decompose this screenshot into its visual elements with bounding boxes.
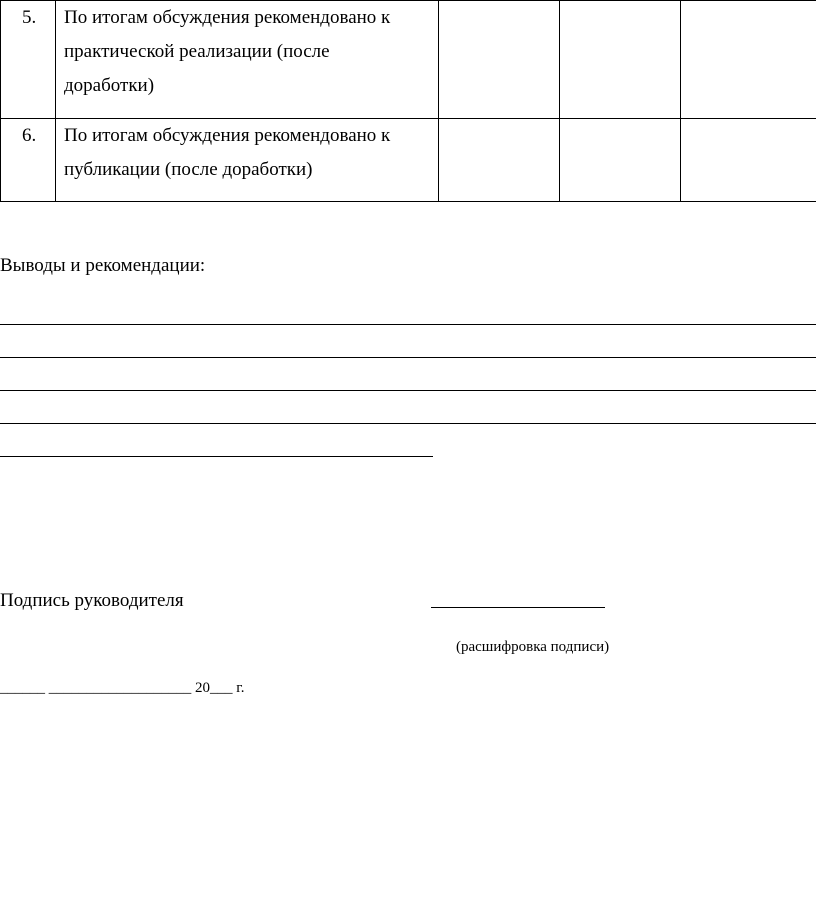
conclusions-heading: Выводы и рекомендации:	[0, 255, 206, 276]
row-criterion	[56, 119, 439, 202]
criterion-line: публикации (после доработки)	[64, 159, 313, 180]
criterion-line: доработки)	[64, 75, 155, 96]
conclusions-line[interactable]	[0, 423, 816, 424]
signature-label: Подпись руководителя	[0, 590, 184, 611]
date-line: ______ ___________________ 20___ г.	[0, 680, 245, 696]
empty-cell[interactable]	[681, 119, 816, 202]
empty-cell[interactable]	[681, 1, 816, 119]
empty-cell[interactable]	[560, 119, 681, 202]
table-row	[1, 1, 816, 119]
signature-hint: (расшифровка подписи)	[456, 639, 610, 655]
criterion-line: практической реализации (после	[64, 41, 330, 62]
empty-cell[interactable]	[439, 119, 560, 202]
conclusions-line[interactable]	[0, 456, 433, 457]
evaluation-table	[0, 0, 816, 202]
criterion-line: По итогам обсуждения рекомендовано к	[64, 7, 391, 28]
conclusions-line[interactable]	[0, 324, 816, 325]
empty-cell[interactable]	[560, 1, 681, 119]
row-criterion	[56, 1, 439, 119]
signature-line[interactable]	[431, 607, 605, 608]
table-row	[1, 119, 816, 202]
row-number: 6.	[1, 119, 56, 202]
row-number: 5.	[1, 1, 56, 119]
conclusions-line[interactable]	[0, 357, 816, 358]
conclusions-line[interactable]	[0, 390, 816, 391]
criterion-line: По итогам обсуждения рекомендовано к	[64, 125, 391, 146]
empty-cell[interactable]	[439, 1, 560, 119]
